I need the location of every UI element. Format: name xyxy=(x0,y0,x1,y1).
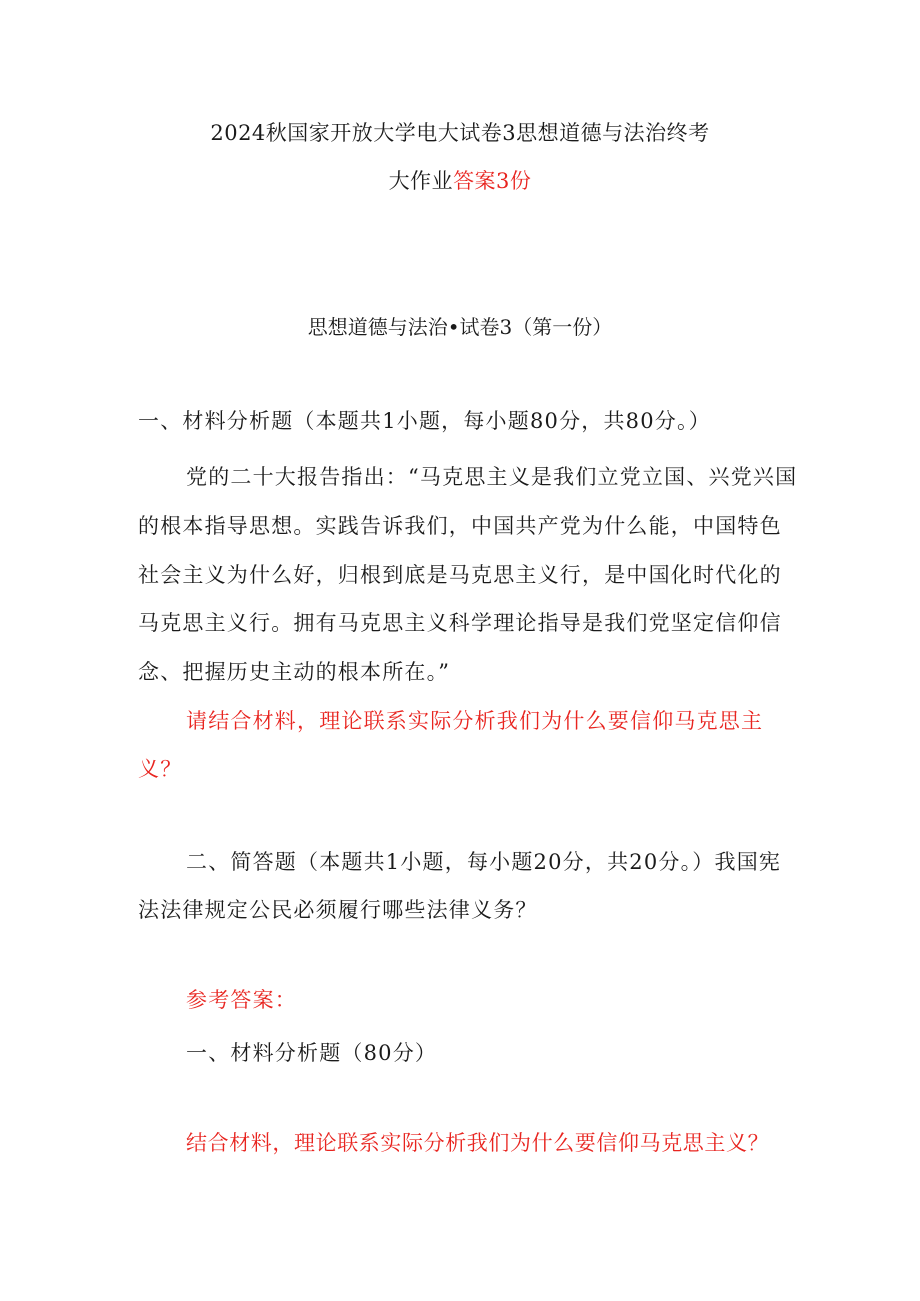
question1-prompt: 请结合材料，理论联系实际分析我们为什么要信仰马克思主义？ xyxy=(138,709,764,781)
question2-text: 二、简答题（本题共1小题，每小题20分，共20分。）我国宪法法律规定公民必须履行哪些法律义务？ xyxy=(138,850,782,922)
answer1-question: 结合材料，理论联系实际分析我们为什么要信仰马克思主义？ xyxy=(186,1131,770,1155)
reference-answer-label: 参考答案： xyxy=(186,988,297,1012)
question1-heading: 一、材料分析题（本题共1小题，每小题80分，共80分。） xyxy=(138,409,711,433)
question1-material: 党的二十大报告指出：“马克思主义是我们立党立国、兴党兴国的根本指导思想。实践告诉我们，中国共产党为什么能，中国特色社会主义为什么好，归根到底是马克思主义行，是中国化时代化的马克思主义行。拥有马克思主义科学理论指导是我们党坚定信仰信念、把握历史主动的根本所在。” xyxy=(138,465,798,685)
title-line2-highlight: 答案3份 xyxy=(453,169,532,193)
answer1-heading: 一、材料分析题（80分） xyxy=(186,1041,438,1065)
title-line2-normal: 大作业 xyxy=(388,169,454,193)
exam-section-title: 思想道德与法治•试卷3（第一份） xyxy=(307,315,613,339)
document-title-line2 xyxy=(0,166,920,196)
document-title-line1: 2024秋国家开放大学电大试卷3思想道德与法治终考 xyxy=(210,121,710,145)
